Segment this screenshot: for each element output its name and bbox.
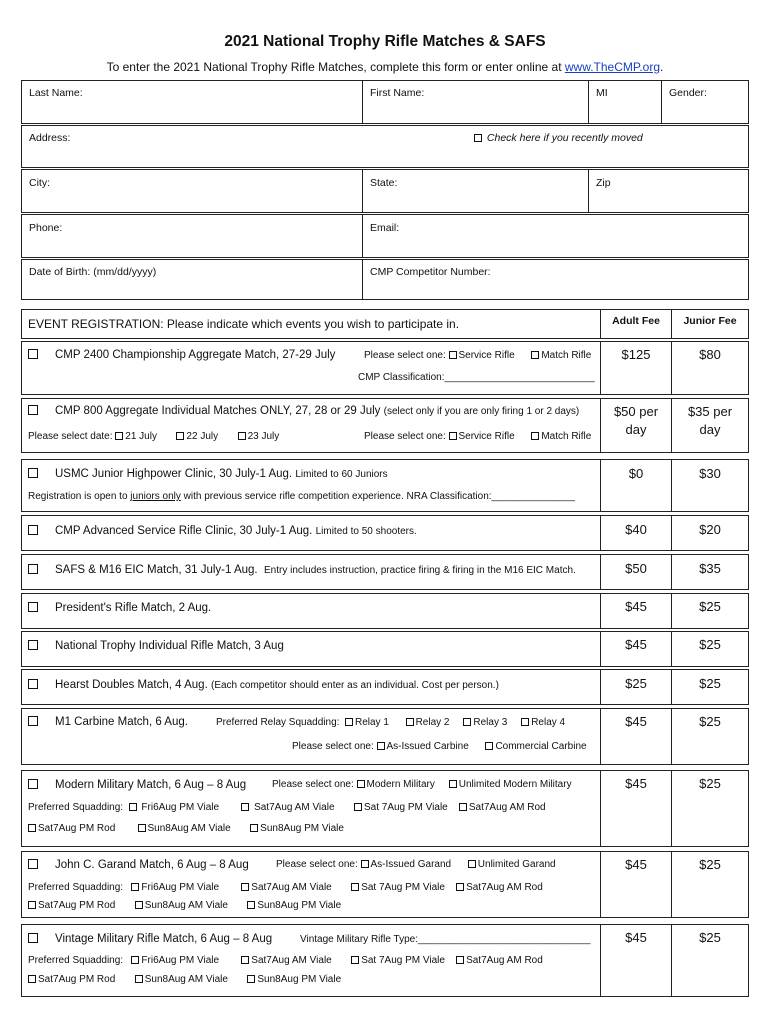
checkbox-icon <box>28 564 38 574</box>
event10-squadding-1: Preferred Squadding: Fri6Aug PM Viale Sat7Aug AM Viale Sat 7Aug PM Viale Sat7Aug AM Rod <box>28 802 546 813</box>
event3-checkbox[interactable] <box>28 468 41 480</box>
checkbox-icon[interactable] <box>521 718 529 726</box>
event5-adult-fee: $50 <box>625 561 647 576</box>
event8-checkbox[interactable] <box>28 679 41 691</box>
checkbox-icon[interactable] <box>131 883 139 891</box>
checkbox-icon[interactable] <box>449 432 457 440</box>
event4-adult-fee: $40 <box>625 522 647 537</box>
event9-relay: Preferred Relay Squadding: Relay 1 Relay 2 Relay 3 Relay 4 <box>216 717 566 728</box>
page-title: 2021 National Trophy Rifle Matches & SAFS <box>224 33 546 50</box>
checkbox-icon[interactable] <box>28 975 36 983</box>
event6-checkbox[interactable] <box>28 602 41 614</box>
checkbox-icon[interactable] <box>468 860 476 868</box>
event9-adult-fee: $45 <box>625 714 647 729</box>
checkbox-icon[interactable] <box>531 351 539 359</box>
event6-name: President's Rifle Match, 2 Aug. <box>55 602 212 614</box>
event5-junior-fee: $35 <box>699 561 721 576</box>
event7-name: National Trophy Individual Rifle Match, 3 Aug <box>55 640 284 652</box>
checkbox-icon[interactable] <box>377 742 385 750</box>
event11-junior-fee: $25 <box>699 857 721 872</box>
subtitle-text: To enter the 2021 National Trophy Rifle Matches, complete this form or enter online at <box>106 60 565 74</box>
event11-squadding-1: Preferred Squadding: Fri6Aug PM Viale Sat7Aug AM Viale Sat 7Aug PM Viale Sat7Aug AM Rod <box>28 882 543 893</box>
checkbox-icon[interactable] <box>247 901 255 909</box>
checkbox-icon[interactable] <box>351 956 359 964</box>
event11-adult-fee: $45 <box>625 857 647 872</box>
event4-name: CMP Advanced Service Rifle Clinic, 30 July-1 Aug. Limited to 50 shooters. <box>55 525 417 537</box>
checkbox-icon <box>28 525 38 535</box>
event4-junior-fee: $20 <box>699 522 721 537</box>
event4-checkbox[interactable] <box>28 525 41 537</box>
event6-adult-fee: $45 <box>625 599 647 614</box>
event11-squadding-2: Sat7Aug PM Rod Sun8Aug AM Viale Sun8Aug PM Viale <box>28 900 341 911</box>
checkbox-icon[interactable] <box>241 956 249 964</box>
event10-junior-fee: $25 <box>699 776 721 791</box>
checkbox-icon <box>28 933 38 943</box>
event9-select: Please select one: As-Issued Carbine Commercial Carbine <box>292 741 587 752</box>
checkbox-icon[interactable] <box>351 883 359 891</box>
email-field[interactable]: Email: <box>362 214 749 258</box>
checkbox-icon[interactable] <box>129 803 137 811</box>
checkbox-icon[interactable] <box>250 824 258 832</box>
event3-requirements: Registration is open to juniors only with previous service rifle competition experience. NRA Classification:_______________ <box>28 491 575 502</box>
event10-name: Modern Military Match, 6 Aug – 8 Aug <box>55 779 247 791</box>
checkbox-icon[interactable] <box>135 901 143 909</box>
event1-junior-fee: $80 <box>699 347 721 362</box>
checkbox-icon <box>28 859 38 869</box>
event1-classification[interactable]: CMP Classification:___________________________ <box>358 372 595 383</box>
junior-fee-header: Junior Fee <box>671 309 749 339</box>
checkbox-icon[interactable] <box>241 883 249 891</box>
event2-checkbox[interactable] <box>28 405 41 417</box>
checkbox-icon[interactable] <box>449 351 457 359</box>
event8-adult-fee: $25 <box>625 676 647 691</box>
checkbox-icon[interactable] <box>241 803 249 811</box>
checkbox-icon[interactable] <box>176 432 184 440</box>
event1-select: Please select one: Service Rifle Match Rifle <box>364 350 592 361</box>
checkbox-icon[interactable] <box>115 432 123 440</box>
zip-field[interactable]: Zip <box>588 169 749 213</box>
event2-adult-fee: $50 per day <box>613 404 659 437</box>
event7-junior-fee: $25 <box>699 637 721 652</box>
event12-squadding-2: Sat7Aug PM Rod Sun8Aug AM Viale Sun8Aug PM Viale <box>28 974 341 985</box>
event1-name: CMP 2400 Championship Aggregate Match, 27-29 July <box>55 349 336 361</box>
cmp-website-link[interactable]: www.TheCMP.org <box>564 60 661 74</box>
events-header: EVENT REGISTRATION: Please indicate which events you wish to participate in. <box>21 309 601 339</box>
event1-checkbox[interactable] <box>28 349 41 361</box>
event9-checkbox[interactable] <box>28 716 41 728</box>
checkbox-icon[interactable] <box>463 718 471 726</box>
event8-junior-fee: $25 <box>699 676 721 691</box>
checkbox-icon[interactable] <box>238 432 246 440</box>
checkbox-icon <box>28 405 38 415</box>
checkbox-icon <box>28 602 38 612</box>
last-name-field[interactable]: Last Name: <box>21 80 363 124</box>
event2-select: Please select one: Service Rifle Match Rifle <box>364 431 592 442</box>
page-subtitle: To enter the 2021 National Trophy Rifle Matches, complete this form or enter online at www.TheCMP.org. <box>106 60 664 74</box>
checkbox-icon[interactable] <box>28 824 36 832</box>
event9-name: M1 Carbine Match, 6 Aug. <box>55 716 188 728</box>
checkbox-icon[interactable] <box>138 824 146 832</box>
event5-name: SAFS & M16 EIC Match, 31 July-1 Aug. Entry includes instruction, practice firing & firing in the M16 EIC Match. <box>55 564 576 576</box>
checkbox-icon[interactable] <box>28 901 36 909</box>
event12-checkbox[interactable] <box>28 933 41 945</box>
checkbox-icon[interactable] <box>131 956 139 964</box>
checkbox-icon[interactable] <box>354 803 362 811</box>
event3-name: USMC Junior Highpower Clinic, 30 July-1 Aug. Limited to 60 Juniors <box>55 468 388 480</box>
event10-checkbox[interactable] <box>28 779 41 791</box>
event12-name: Vintage Military Rifle Match, 6 Aug – 8 Aug <box>55 933 273 945</box>
event11-name: John C. Garand Match, 6 Aug – 8 Aug <box>55 859 249 871</box>
event12-adult-fee: $45 <box>625 930 647 945</box>
event8-name: Hearst Doubles Match, 4 Aug. (Each competitor should enter as an individual. Cost per person.) <box>55 679 499 691</box>
event9-junior-fee: $25 <box>699 714 721 729</box>
checkbox-icon[interactable] <box>345 718 353 726</box>
event11-checkbox[interactable] <box>28 859 41 871</box>
event-row-3 <box>21 459 601 512</box>
checkbox-icon[interactable] <box>456 883 464 891</box>
event3-junior-fee: $30 <box>699 466 721 481</box>
event12-squadding-1: Preferred Squadding: Fri6Aug PM Viale Sat7Aug AM Viale Sat 7Aug PM Viale Sat7Aug AM Rod <box>28 955 543 966</box>
checkbox-icon <box>28 716 38 726</box>
adult-fee-header: Adult Fee <box>600 309 672 339</box>
address-field[interactable]: Address: Check here if you recently moved <box>21 125 749 168</box>
event2-name: CMP 800 Aggregate Individual Matches ONLY, 27, 28 or 29 July (select only if you are only firing 1 or 2 days) <box>55 405 580 417</box>
event12-junior-fee: $25 <box>699 930 721 945</box>
checkbox-icon[interactable] <box>406 718 414 726</box>
event2-junior-fee: $35 per day <box>687 404 733 437</box>
event12-rifle-type[interactable]: Vintage Military Rifle Type:_______________________________ <box>300 934 591 945</box>
city-field[interactable]: City: <box>21 169 363 213</box>
event1-adult-fee: $125 <box>621 347 651 362</box>
checkbox-icon <box>28 468 38 478</box>
event10-squadding-2: Sat7Aug PM Rod Sun8Aug AM Viale Sun8Aug PM Viale <box>28 823 344 834</box>
mi-field[interactable]: MI <box>588 80 662 124</box>
checkbox-icon[interactable] <box>361 860 369 868</box>
first-name-field[interactable]: First Name: <box>362 80 589 124</box>
event5-checkbox[interactable] <box>28 564 41 576</box>
checkbox-icon[interactable] <box>459 803 467 811</box>
event6-junior-fee: $25 <box>699 599 721 614</box>
cmp-number-field[interactable]: CMP Competitor Number: <box>362 259 749 300</box>
event10-select: Please select one: Modern Military Unlimited Modern Military <box>272 779 572 790</box>
event2-dates: Please select date: 21 July 22 July 23 July <box>28 431 280 442</box>
event10-adult-fee: $45 <box>625 776 647 791</box>
checkbox-icon[interactable] <box>247 975 255 983</box>
event3-adult-fee: $0 <box>628 466 644 481</box>
checkbox-icon <box>28 640 38 650</box>
dob-field[interactable]: Date of Birth: (mm/dd/yyyy) <box>21 259 363 300</box>
checkbox-icon[interactable] <box>485 742 493 750</box>
checkbox-icon <box>474 134 482 142</box>
checkbox-icon <box>28 349 38 359</box>
checkbox-icon[interactable] <box>449 780 457 788</box>
checkbox-icon <box>28 779 38 789</box>
phone-field[interactable]: Phone: <box>21 214 363 258</box>
state-field[interactable]: State: <box>362 169 589 213</box>
moved-checkbox[interactable]: Check here if you recently moved <box>474 132 643 144</box>
gender-field[interactable]: Gender: <box>661 80 749 124</box>
checkbox-icon <box>28 679 38 689</box>
checkbox-icon[interactable] <box>357 780 365 788</box>
checkbox-icon[interactable] <box>135 975 143 983</box>
event7-checkbox[interactable] <box>28 640 41 652</box>
event11-select: Please select one: As-Issued Garand Unlimited Garand <box>276 859 556 870</box>
event7-adult-fee: $45 <box>625 637 647 652</box>
checkbox-icon[interactable] <box>531 432 539 440</box>
checkbox-icon[interactable] <box>456 956 464 964</box>
